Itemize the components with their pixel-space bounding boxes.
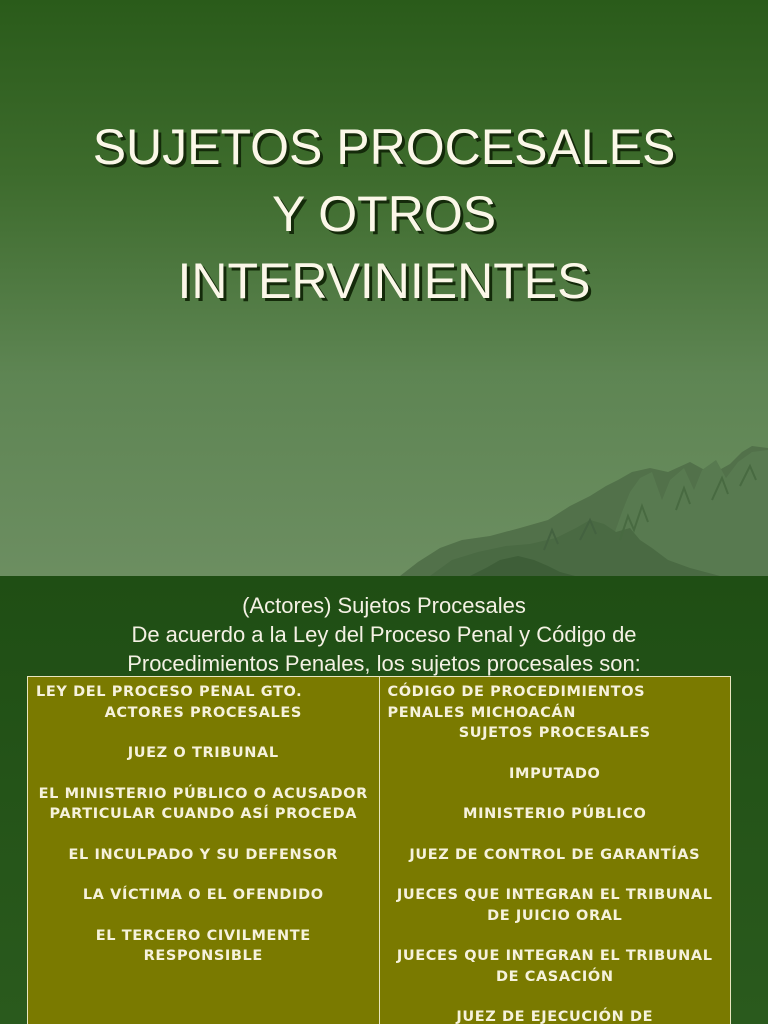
list-item: EL INCULPADO Y SU DEFENSOR — [68, 846, 339, 863]
title-line: INTERVINIENTES — [177, 253, 591, 309]
comparison-table — [27, 676, 731, 1024]
list-item: MINISTERIO PÚBLICO — [463, 806, 647, 822]
intro-line: De acuerdo a la Ley del Proceso Penal y Código de — [131, 622, 637, 647]
content-slide — [0, 576, 768, 1024]
intro-text — [0, 591, 768, 678]
list-item: JUEZ O TRIBUNAL — [127, 745, 279, 761]
table-row — [28, 677, 731, 1024]
slide-title — [0, 114, 768, 315]
list-item: LA VÍCTIMA O EL OFENDIDO — [82, 887, 324, 903]
right-column-heading: CÓDIGO DE PROCEDIMIENTOS PENALES MICHOACÁN — [387, 684, 646, 721]
list-item: EL TERCERO CIVILMENTE RESPONSIBLE — [95, 927, 311, 964]
intro-line: (Actores) Sujetos Procesales — [242, 593, 526, 618]
title-line: Y OTROS — [271, 186, 497, 242]
left-column-heading: LEY DEL PROCESO PENAL GTO. — [36, 684, 303, 700]
intro-line: Procedimientos Penales, los sujetos procesales son: — [127, 651, 641, 676]
list-item: IMPUTADO — [509, 765, 601, 782]
left-column — [28, 677, 380, 1024]
title-line: SUJETOS PROCESALES — [92, 119, 676, 175]
left-column-subheading: ACTORES PROCESALES — [104, 704, 302, 721]
list-item: JUEZ DE CONTROL DE GARANTÍAS — [409, 846, 701, 863]
list-item: JUECES QUE INTEGRAN EL TRIBUNAL DE CASACIÓN — [396, 948, 713, 985]
right-column — [379, 677, 731, 1024]
list-item: EL MINISTERIO PÚBLICO O ACUSADOR PARTICULAR CUANDO ASÍ PROCEDA — [38, 785, 368, 822]
list-item: JUEZ DE EJECUCIÓN DE — [456, 1009, 654, 1024]
right-column-subheading: SUJETOS PROCESALES — [458, 725, 651, 741]
list-item: JUECES QUE INTEGRAN EL TRIBUNAL DE JUICIO ORAL — [396, 887, 713, 924]
